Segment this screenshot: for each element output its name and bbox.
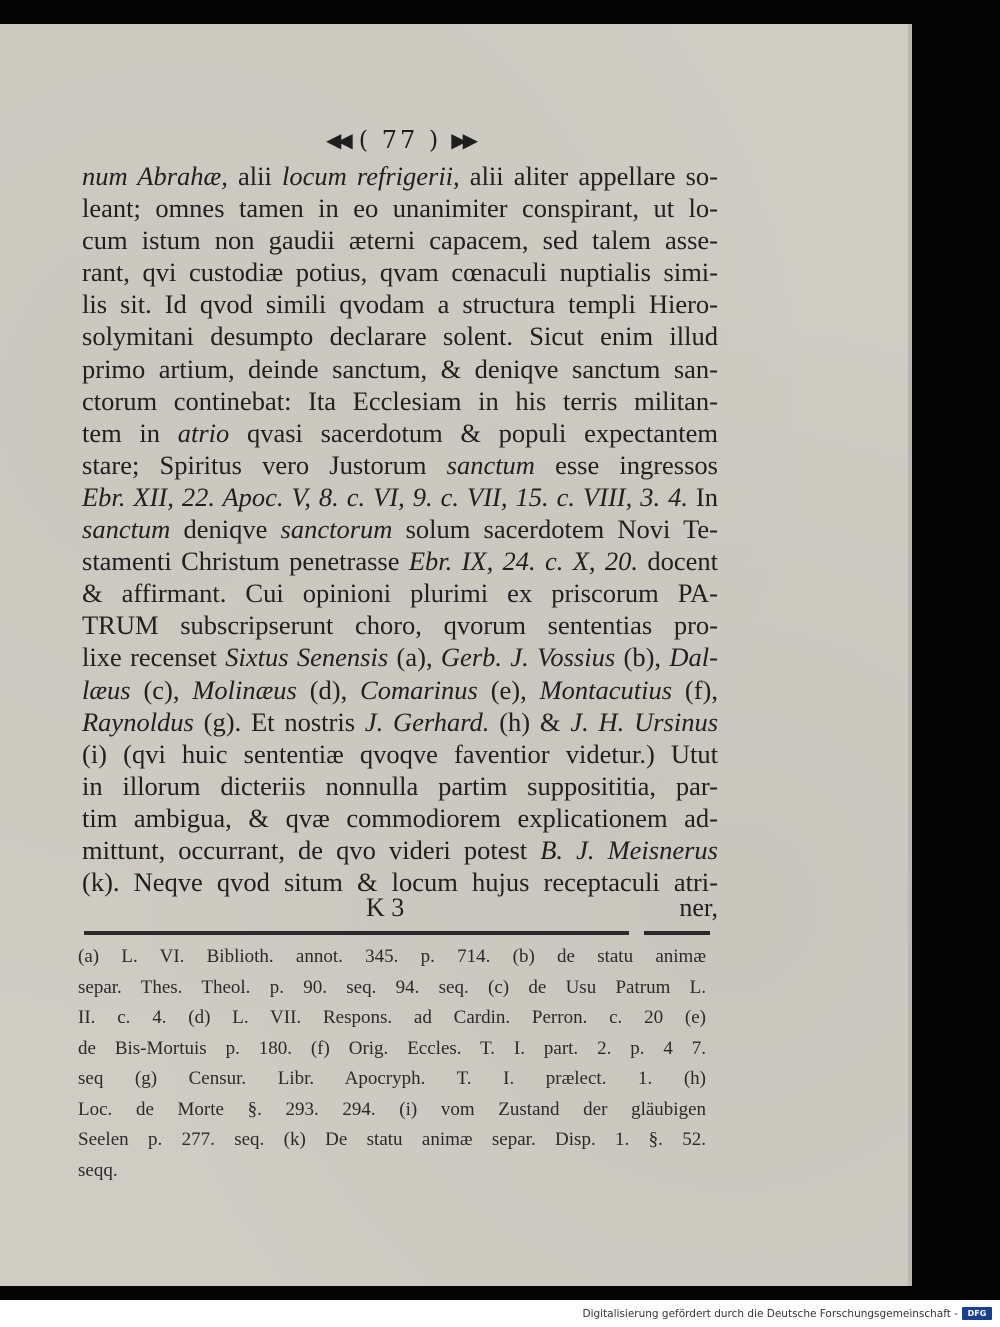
text-line xyxy=(82,674,718,706)
text-segment: stamenti Christum penetrasse xyxy=(82,546,409,577)
ornament-left-icon: ◀◀ xyxy=(325,128,349,152)
footnote-line: Seelen p. 277. seq. (k) De statu animæ separ. Disp. 1. §. 52. xyxy=(78,1129,706,1150)
text-segment: solymitani desumpto declarare solent. Sicut enim illud xyxy=(82,321,718,352)
text-segment: tim ambigua, & qvæ commodiorem explicationem ad- xyxy=(82,802,718,833)
text-segment: In xyxy=(687,481,719,512)
text-segment: cum istum non gaudii æterni capacem, sed talem asse- xyxy=(82,225,718,256)
footnotes-block xyxy=(78,942,706,1186)
text-segment: in illorum dicteriis nonnulla partim supposititia, par- xyxy=(82,770,718,801)
ornament-right-icon: ▶▶ xyxy=(451,128,475,152)
text-segment: docent xyxy=(638,546,718,577)
text-segment: qvasi sacerdotum & populi expectantem xyxy=(229,417,718,448)
text-segment: esse ingressos xyxy=(534,449,718,480)
text-line xyxy=(82,802,718,834)
text-segment: (b), xyxy=(615,642,670,673)
text-line xyxy=(82,288,718,320)
text-line xyxy=(82,224,718,256)
italic-segment: Dal- xyxy=(669,642,718,673)
text-line xyxy=(82,738,718,770)
text-line xyxy=(82,545,718,577)
signature-mark: K 3 xyxy=(366,893,405,922)
text-segment: alii aliter appellare so- xyxy=(459,161,718,191)
text-line xyxy=(82,513,718,545)
text-line xyxy=(82,160,718,192)
italic-segment: Sixtus Senensis xyxy=(225,642,389,673)
italic-segment: læus xyxy=(82,674,131,705)
italic-segment: Comarinus xyxy=(360,674,478,705)
footnote-line: (a) L. VI. Biblioth. annot. 345. p. 714. (b) de statu animæ xyxy=(78,946,706,967)
text-line xyxy=(82,417,718,449)
text-line xyxy=(82,834,718,866)
text-segment: primo artium, deinde sanctum, & deniqve sanctum san- xyxy=(82,353,718,384)
italic-segment: Molinæus xyxy=(192,674,297,705)
text-segment: lis sit. Id qvod simili qvodam a structura templi Hiero- xyxy=(82,289,718,320)
text-line xyxy=(82,385,718,417)
italic-segment: Montacutius xyxy=(539,674,673,705)
text-segment: (i) (qvi huic sententiæ qvoqve faventior videtur.) Utut xyxy=(82,738,718,769)
footnote-line: seqq. xyxy=(78,1159,118,1181)
text-line xyxy=(82,256,718,288)
page-number: ( 77 ) xyxy=(358,126,442,154)
text-line xyxy=(82,353,718,385)
footnote-line: de Bis-Mortuis p. 180. (f) Orig. Eccles. T. I. part. 2. p. 4 7. xyxy=(78,1037,706,1059)
italic-segment: locum refrigerii, xyxy=(281,161,460,191)
text-segment: (f), xyxy=(672,674,718,705)
text-line xyxy=(82,770,718,802)
italic-segment: J. H. Ursinus xyxy=(570,706,719,737)
text-segment: leant; omnes tamen in eo unanimiter conspirant, ut lo- xyxy=(82,193,718,224)
italic-segment: Raynoldus xyxy=(82,706,194,737)
text-line xyxy=(82,641,718,673)
italic-segment: Ebr. IX, 24. c. X, 20. xyxy=(408,546,639,577)
text-segment: (g). Et nostris xyxy=(193,706,365,737)
signature-line xyxy=(82,893,718,927)
footnote-line: separ. Thes. Theol. p. 90. seq. 94. seq. (c) de Usu Patrum L. xyxy=(78,976,706,998)
page-edge xyxy=(908,24,912,1286)
text-segment: tem in xyxy=(82,417,178,448)
text-line xyxy=(82,609,718,641)
main-text-block xyxy=(82,160,718,898)
text-segment: (e), xyxy=(477,674,540,705)
footer-credit: Digitalisierung gefördert durch die Deutsche Forschungsgemeinschaft - xyxy=(582,1308,958,1320)
italic-segment: Gerb. J. Vossius xyxy=(440,642,616,673)
text-segment: stare; Spiritus vero Justorum xyxy=(82,449,447,480)
text-line xyxy=(82,449,718,481)
text-segment: rant, qvi custodiæ potius, qvam cœnaculi nuptialis simi- xyxy=(82,257,718,288)
text-segment: (h) & xyxy=(489,706,571,737)
dfg-logo-icon: DFG xyxy=(962,1307,992,1320)
italic-segment: sanctum xyxy=(82,514,171,545)
catchword: ner, xyxy=(679,893,718,922)
text-segment: (d), xyxy=(296,674,361,705)
text-segment: deniqve xyxy=(170,514,281,545)
footnote-line: II. c. 4. (d) L. VII. Respons. ad Cardin. Perron. c. 20 (e) xyxy=(78,1007,706,1028)
italic-segment: num Abrahæ, xyxy=(82,161,228,191)
footnote-divider-short xyxy=(644,931,710,935)
page-header xyxy=(290,122,510,158)
text-segment: & affirmant. Cui opinioni plurimi ex priscorum PA- xyxy=(82,578,718,609)
footer-bar xyxy=(0,1300,1000,1327)
footnote-divider xyxy=(84,931,629,935)
text-segment: ctorum continebat: Ita Ecclesiam in his terris militan- xyxy=(82,385,718,416)
italic-segment: Ebr. XII, 22. Apoc. V, 8. c. VI, 9. c. VII, 15. c. VIII, 3. 4. xyxy=(82,481,688,512)
footnote-line: Loc. de Morte §. 293. 294. (i) vom Zustand der gläubigen xyxy=(78,1098,706,1120)
italic-segment: B. J. Meisnerus xyxy=(540,834,718,865)
text-line xyxy=(82,320,718,352)
italic-segment: sanctorum xyxy=(280,514,393,545)
text-segment: TRUM subscripserunt choro, qvorum sententias pro- xyxy=(82,610,718,641)
text-segment: mittunt, occurrant, de qvo videri potest xyxy=(82,834,541,865)
italic-segment: J. Gerhard. xyxy=(364,706,490,737)
text-line xyxy=(82,706,718,738)
text-segment: lixe recenset xyxy=(82,642,226,673)
text-line xyxy=(82,481,718,513)
text-segment: (a), xyxy=(388,642,441,673)
text-segment: alii xyxy=(227,161,282,191)
text-segment: solum sacerdotem Novi Te- xyxy=(392,514,718,545)
italic-segment: atrio xyxy=(177,417,230,448)
text-line xyxy=(82,192,718,224)
text-line xyxy=(82,577,718,609)
text-segment: (c), xyxy=(130,674,193,705)
italic-segment: sanctum xyxy=(446,449,535,480)
footnote-line: seq (g) Censur. Libr. Apocryph. T. I. prælect. 1. (h) xyxy=(78,1068,706,1089)
text-segment: (k). Neqve qvod situm & locum hujus receptaculi atri- xyxy=(82,867,718,898)
